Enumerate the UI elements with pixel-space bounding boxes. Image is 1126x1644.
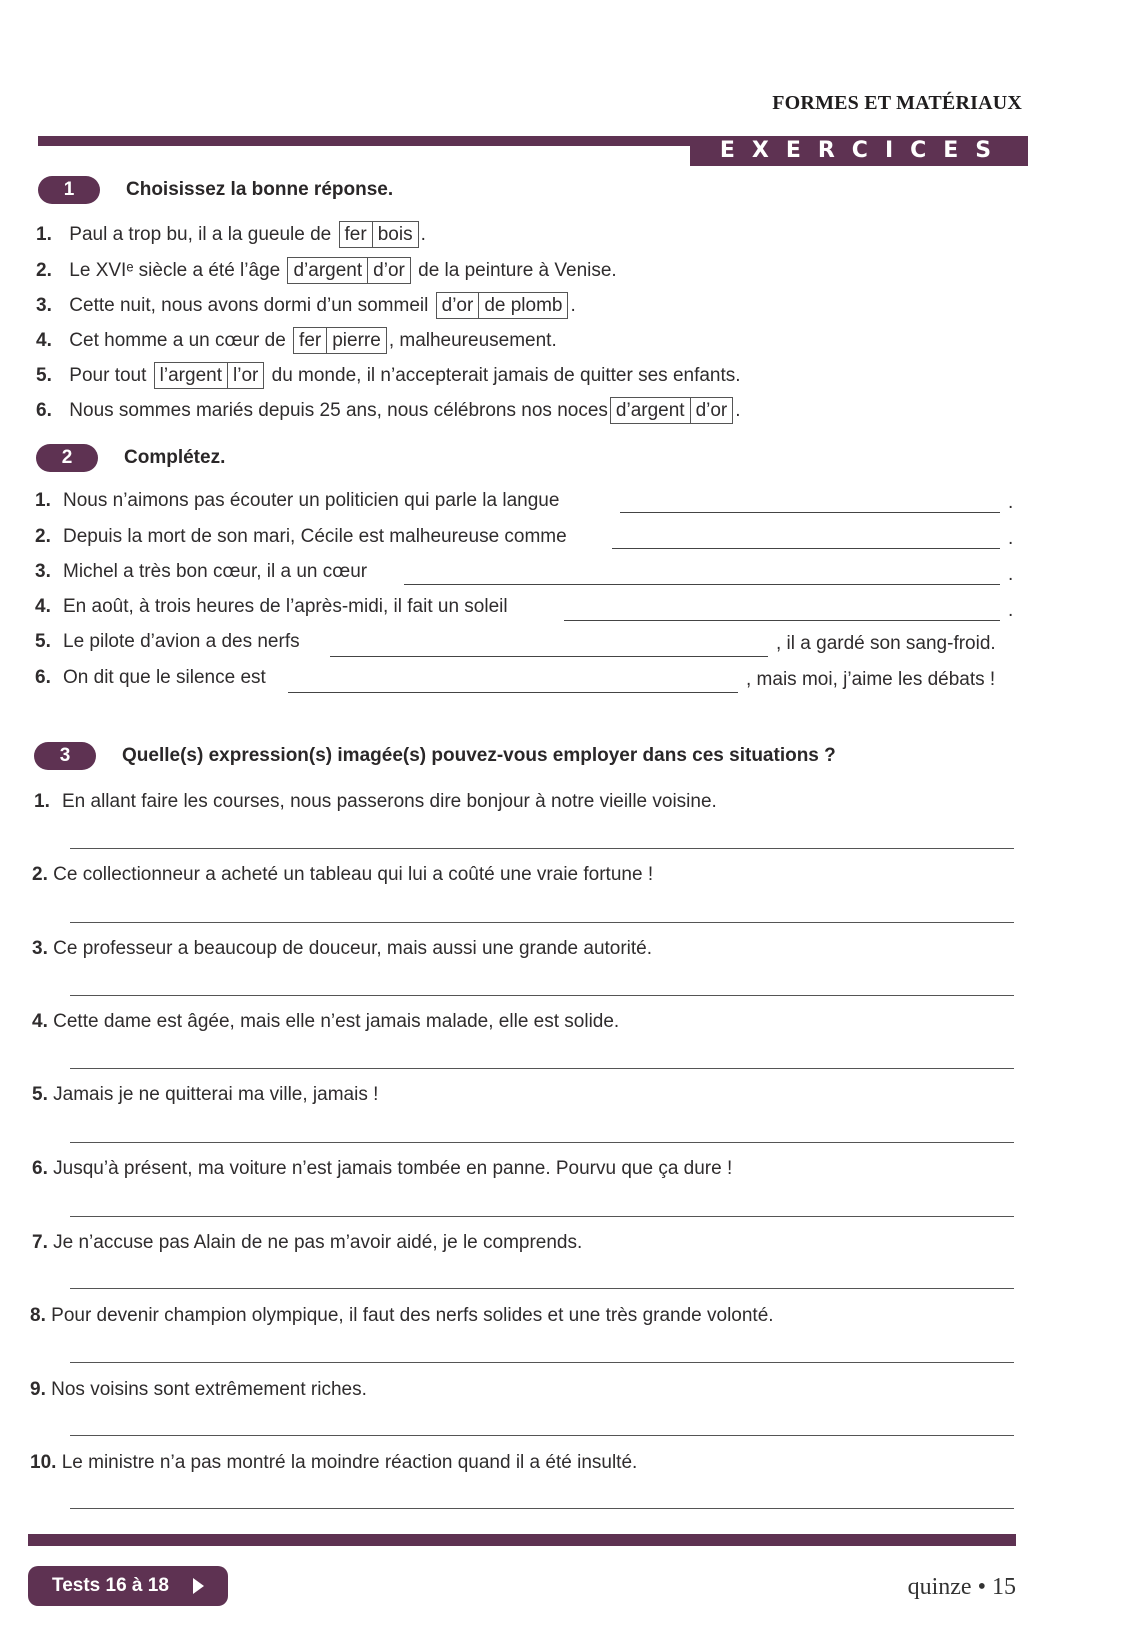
choice-option[interactable]: d’argent <box>615 400 685 422</box>
choice-option[interactable]: bois <box>372 222 418 247</box>
question-text: Michel a très bon cœur, il a un cœur <box>63 561 368 582</box>
question-text: Ce collectionneur a acheté un tableau qui lui a coûté une vraie fortune ! <box>53 864 654 885</box>
answer-blank[interactable] <box>330 656 768 657</box>
exercices-banner: EXERCICES <box>690 136 1028 166</box>
choice-box <box>610 397 733 424</box>
answer-blank[interactable] <box>564 620 1000 621</box>
bottom-rule <box>28 1534 1016 1546</box>
question-text-after: . <box>570 295 576 316</box>
answer-line[interactable] <box>70 1508 1014 1509</box>
question-number: 5. <box>32 1084 48 1105</box>
situation-question <box>32 934 652 964</box>
question-number: 1. <box>36 224 52 245</box>
question-number: 7. <box>32 1232 48 1253</box>
answer-line[interactable] <box>70 1068 1014 1069</box>
choice-option[interactable]: l’argent <box>159 365 222 387</box>
answer-line[interactable] <box>70 995 1014 996</box>
situation-question <box>32 1154 732 1184</box>
choice-box <box>293 327 387 354</box>
question-text: Cet homme a un cœur de <box>69 330 286 351</box>
question-text: Nous sommes mariés depuis 25 ans, nous célébrons nos noces <box>69 400 608 421</box>
answer-line[interactable] <box>70 922 1014 923</box>
choice-question <box>36 220 426 250</box>
answer-line[interactable] <box>70 1288 1014 1289</box>
question-text: Cette nuit, nous avons dormi d’un sommeil <box>69 295 429 316</box>
choice-option[interactable]: fer <box>299 330 322 352</box>
sentence-end: . <box>1008 600 1014 621</box>
choice-option[interactable]: de plomb <box>478 293 567 318</box>
situation-question <box>30 1375 367 1405</box>
choice-question <box>36 396 741 426</box>
situation-question <box>32 1228 582 1258</box>
play-arrow-icon <box>193 1578 204 1594</box>
fill-question <box>35 663 266 693</box>
situation-question <box>32 1080 378 1110</box>
fill-question <box>35 486 559 516</box>
question-number: 8. <box>30 1305 46 1326</box>
situation-question <box>32 860 653 890</box>
question-text: Depuis la mort de son mari, Cécile est malheureuse comme <box>63 526 567 547</box>
question-text-after: . <box>735 400 741 421</box>
exercise-1-header <box>38 176 393 204</box>
answer-line[interactable] <box>70 1142 1014 1143</box>
question-number: 6. <box>36 400 52 421</box>
exercise-number-badge: 1 <box>38 176 100 204</box>
choice-box <box>339 221 419 248</box>
choice-question <box>36 361 741 391</box>
question-text: Nos voisins sont extrêmement riches. <box>51 1379 367 1400</box>
question-text-after: . <box>420 224 426 245</box>
choice-option[interactable]: d’or <box>690 398 733 423</box>
question-text: Pour devenir champion olympique, il faut des nerfs solides et une très grande volonté. <box>51 1305 774 1326</box>
question-number: 5. <box>36 365 52 386</box>
question-text: Je n’accuse pas Alain de ne pas m’avoir aidé, je le comprends. <box>53 1232 583 1253</box>
question-text: Jusqu’à présent, ma voiture n’est jamais tombée en panne. Pourvu que ça dure ! <box>53 1158 733 1179</box>
question-number: 5. <box>35 631 51 652</box>
bullet-icon: • <box>977 1574 986 1600</box>
sentence-end: . <box>1008 564 1014 585</box>
choice-option[interactable]: d’or <box>367 258 410 283</box>
sentence-end: . <box>1008 528 1014 549</box>
question-text: Le pilote d’avion a des nerfs <box>63 631 300 652</box>
question-number: 4. <box>35 596 51 617</box>
exercise-3-header <box>34 742 836 770</box>
page-number <box>908 1574 1016 1601</box>
choice-box <box>287 257 410 284</box>
answer-line[interactable] <box>70 1435 1014 1436</box>
question-number: 10. <box>30 1452 57 1473</box>
question-text-after: de la peinture à Venise. <box>418 260 617 281</box>
question-text-after: , malheureusement. <box>388 330 557 351</box>
question-text-after: du monde, il n’accepterait jamais de quitter ses enfants. <box>271 365 741 386</box>
question-text: Cette dame est âgée, mais elle n’est jamais malade, elle est solide. <box>53 1011 620 1032</box>
question-number: 6. <box>35 667 51 688</box>
situation-question <box>34 787 717 817</box>
question-number: 2. <box>36 260 52 281</box>
question-text: Nous n’aimons pas écouter un politicien qui parle la langue <box>63 490 560 511</box>
situation-question <box>30 1301 774 1331</box>
exercise-number-badge: 2 <box>36 444 98 472</box>
fill-question <box>35 592 508 622</box>
chapter-title: FORMES ET MATÉRIAUX <box>772 92 1022 114</box>
fill-question <box>35 522 567 552</box>
tests-label: Tests 16 à 18 <box>52 1575 169 1596</box>
question-number: 6. <box>32 1158 48 1179</box>
question-text: Paul a trop bu, il a la gueule de <box>69 224 332 245</box>
fill-question <box>35 557 367 587</box>
sentence-end: , mais moi, j’aime les débats ! <box>746 669 996 690</box>
question-number: 1. <box>34 791 50 812</box>
page-digits: 15 <box>992 1574 1016 1600</box>
exercise-2-header <box>36 444 225 472</box>
question-text: Ce professeur a beaucoup de douceur, mais aussi une grande autorité. <box>53 938 653 959</box>
question-number: 3. <box>32 938 48 959</box>
choice-question <box>36 256 617 286</box>
situation-question <box>30 1448 637 1478</box>
question-number: 2. <box>35 526 51 547</box>
choice-option[interactable]: pierre <box>326 328 386 353</box>
question-number: 4. <box>36 330 52 351</box>
answer-line[interactable] <box>70 1362 1014 1363</box>
situation-question <box>32 1007 619 1037</box>
question-number: 4. <box>32 1011 48 1032</box>
choice-option[interactable]: fer <box>344 224 367 246</box>
fill-question <box>35 627 300 657</box>
choice-box <box>436 292 569 319</box>
question-number: 3. <box>36 295 52 316</box>
answer-line[interactable] <box>70 848 1014 849</box>
choice-box <box>154 362 265 389</box>
answer-blank[interactable] <box>404 584 1000 585</box>
answer-blank[interactable] <box>288 692 738 693</box>
question-text: Le ministre n’a pas montré la moindre réaction quand il a été insulté. <box>61 1452 638 1473</box>
answer-blank[interactable] <box>620 512 1000 513</box>
answer-line[interactable] <box>70 1216 1014 1217</box>
question-text: On dit que le silence est <box>63 667 266 688</box>
choice-question <box>36 291 576 321</box>
exercise-number-badge: 3 <box>34 742 96 770</box>
choice-option[interactable]: d’argent <box>293 260 363 282</box>
exercise-title: Complétez. <box>124 447 226 468</box>
choice-option[interactable]: d’or <box>441 295 474 317</box>
question-text: Pour tout <box>69 365 147 386</box>
choice-question <box>36 326 557 356</box>
sentence-end: , il a gardé son sang-froid. <box>776 633 996 654</box>
sentence-end: . <box>1008 492 1014 513</box>
question-text: Jamais je ne quitterai ma ville, jamais ! <box>53 1084 379 1105</box>
exercise-title: Quelle(s) expression(s) imagée(s) pouvez-vous employer dans ces situations ? <box>122 745 836 766</box>
question-text: En août, à trois heures de l’après-midi, il fait un soleil <box>63 596 508 617</box>
tests-link-button[interactable] <box>28 1566 228 1606</box>
choice-option[interactable]: l’or <box>227 363 263 388</box>
answer-blank[interactable] <box>612 548 1000 549</box>
question-number: 3. <box>35 561 51 582</box>
page-word: quinze <box>907 1574 972 1600</box>
question-text: En allant faire les courses, nous passerons dire bonjour à notre vieille voisine. <box>62 791 717 812</box>
question-number: 1. <box>35 490 51 511</box>
question-number: 9. <box>30 1379 46 1400</box>
exercise-title: Choisissez la bonne réponse. <box>126 179 394 200</box>
question-text: Le XVIᵉ siècle a été l’âge <box>69 260 281 281</box>
question-number: 2. <box>32 864 48 885</box>
